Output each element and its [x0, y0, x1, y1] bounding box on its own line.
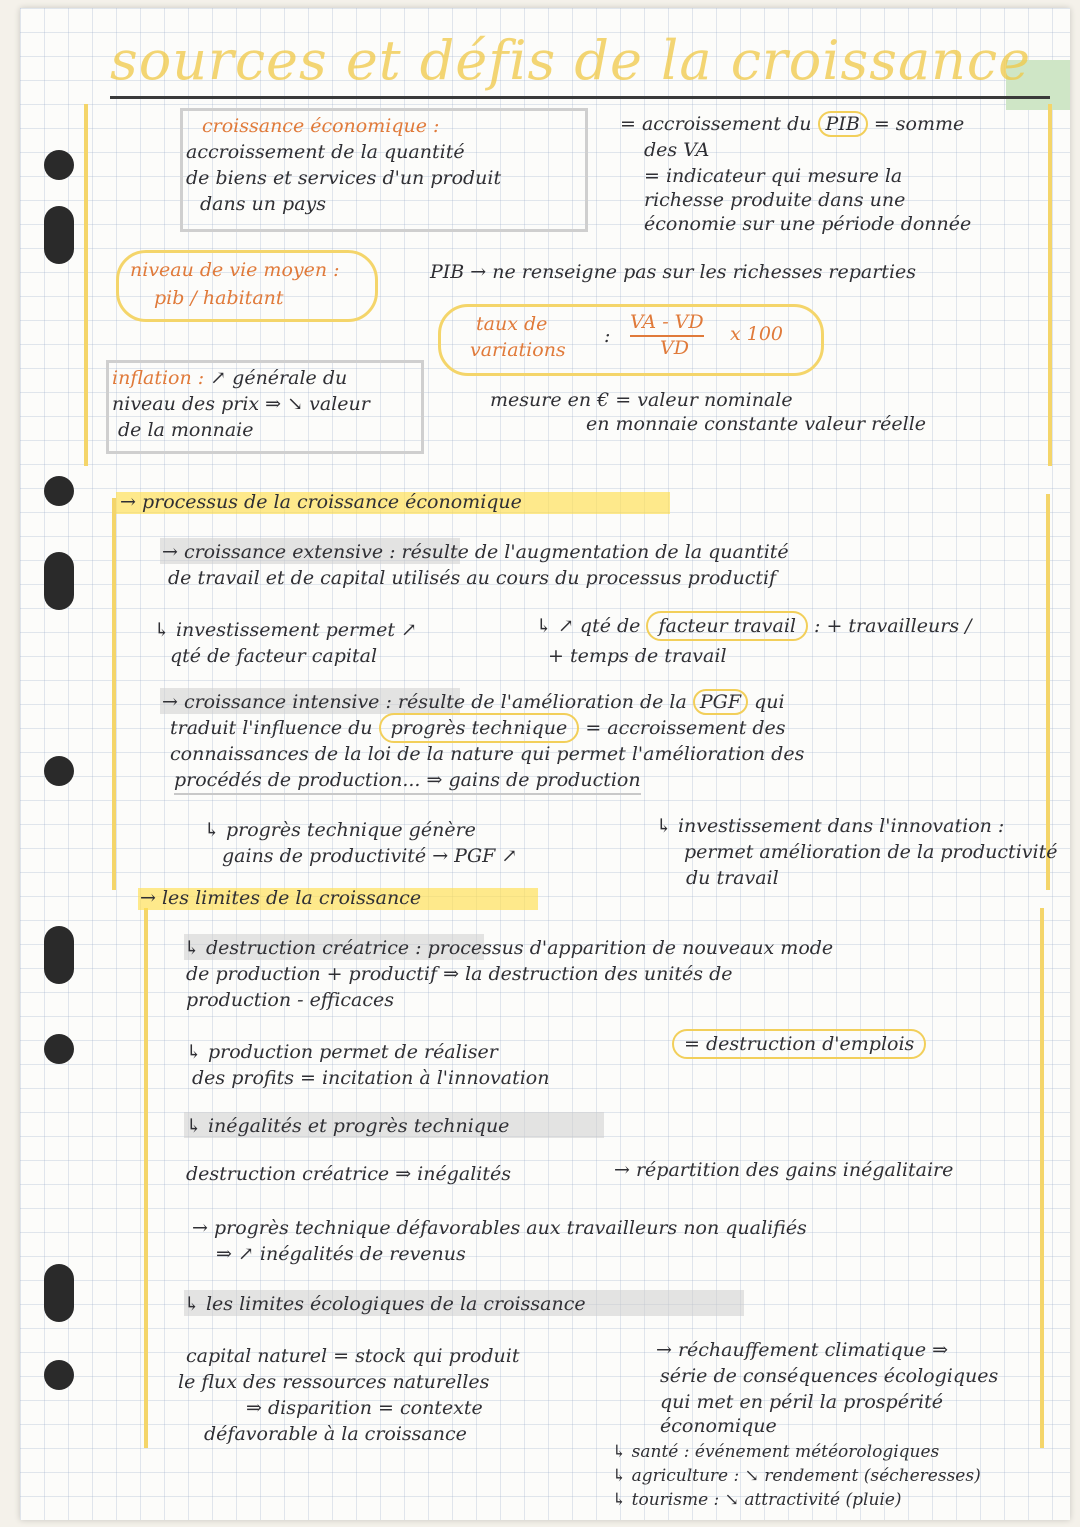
section-bracket [1046, 494, 1050, 890]
intensive-text: → croissance intensive : résulte de l'amélioration de la [162, 691, 687, 713]
profit-line: ↳ production permet de réaliser [186, 1041, 498, 1063]
pib-line: richesse produite dans une [644, 189, 906, 211]
warming-line: série de conséquences écologiques [660, 1365, 999, 1387]
pgf-term: PGF [693, 689, 748, 715]
jobs-line [672, 1032, 926, 1057]
natural-capital-line: capital naturel = stock qui produit [186, 1345, 520, 1367]
intensive-line: procédés de production... ⇒ gains de production [174, 768, 641, 795]
innovation-line: ↳ investissement dans l'innovation : [656, 815, 1005, 837]
warming-line: qui met en péril la prospérité [660, 1391, 943, 1413]
intensive-text: qui [754, 691, 785, 713]
extensive-line: de travail et de capital utilisés au cours du processus productif [168, 567, 777, 589]
section-heading: → les limites de la croissance [140, 887, 422, 909]
profit-line: des profits = incitation à l'innovation [192, 1067, 550, 1089]
intensive-text: traduit l'influence du [170, 717, 373, 739]
definition-heading: croissance économique : [202, 115, 440, 137]
section-bracket [1040, 908, 1044, 1448]
destruction-line: production - efficaces [186, 989, 394, 1011]
inflation-line: niveau des prix ⇒ ↘ valeur [112, 393, 370, 415]
definition-line: dans un pays [200, 193, 327, 215]
destruction-line: ↳ destruction créatrice : processus d'apparition de nouveaux mode [184, 937, 834, 959]
warming-line: économique [660, 1415, 777, 1437]
warming-line: → réchauffement climatique ⇒ [656, 1339, 949, 1361]
consequence-line: ↳ agriculture : ↘ rendement (sécheresses) [612, 1466, 981, 1486]
taux-label: variations [470, 339, 566, 361]
innovation-line: permet amélioration de la productivité [684, 841, 1058, 863]
natural-capital-line: ⇒ disparition = contexte [246, 1397, 483, 1419]
punch-hole [44, 926, 74, 984]
progress-term: progrès technique [379, 713, 580, 743]
taux-numerator: VA - VD [630, 310, 704, 337]
page-title: sources et défis de la croissance [110, 26, 1050, 99]
section-bracket [144, 908, 148, 1448]
extensive-line: → croissance extensive : résulte de l'augmentation de la quantité [162, 541, 789, 563]
pib-text: = somme [873, 113, 965, 135]
jobs-term: = destruction d'emplois [672, 1029, 926, 1059]
taux-denominator: VD [660, 337, 689, 359]
labour-text: ↳ ↗ qté de [536, 615, 641, 637]
section-bracket [84, 104, 88, 466]
pib-note: PIB → ne renseigne pas sur les richesses reparties [430, 261, 917, 283]
inflation-text: ↗ générale du [210, 367, 348, 389]
mesure-line: mesure en € = valeur nominale [490, 389, 793, 411]
punch-hole [44, 150, 74, 180]
progress-line: ↳ progrès technique génère [204, 819, 476, 841]
punch-hole [44, 206, 74, 264]
taux-multiplier: x 100 [730, 323, 784, 345]
intensive-line [170, 716, 786, 741]
consequence-line: ↳ tourisme : ↘ attractivité (pluie) [612, 1490, 902, 1510]
innovation-line: du travail [686, 867, 779, 889]
investment-line: qté de facteur capital [170, 645, 378, 667]
pib-term: PIB [818, 111, 868, 137]
labour-line: + temps de travail [548, 645, 727, 667]
punch-hole [44, 476, 74, 506]
inflation-line: de la monnaie [118, 419, 254, 441]
notebook-page [20, 8, 1070, 1520]
punch-hole [44, 1360, 74, 1390]
section-heading: → processus de la croissance économique [120, 491, 522, 513]
definition-line: de biens et services d'un produit [186, 167, 502, 189]
inequality-line: ⇒ ↗ inégalités de revenus [216, 1243, 466, 1265]
inequality-heading: ↳ inégalités et progrès technique [186, 1115, 510, 1137]
punch-hole [44, 1264, 74, 1322]
punch-hole [44, 756, 74, 786]
punch-hole [44, 552, 74, 610]
inequality-line: → répartition des gains inégalitaire [614, 1159, 954, 1181]
intensive-text: = accroissement des [585, 717, 786, 739]
section-bracket [112, 498, 116, 890]
labour-term: facteur travail [646, 611, 808, 641]
consequence-line: ↳ santé : événement météorologiques [612, 1442, 940, 1462]
mesure-line: en monnaie constante valeur réelle [586, 413, 927, 435]
definition-line: accroissement de la quantité [186, 141, 465, 163]
intensive-line [162, 690, 785, 715]
destruction-line: de production + productif ⇒ la destruction des unités de [186, 963, 733, 985]
pib-line: = indicateur qui mesure la [644, 165, 903, 187]
taux-colon: : [604, 325, 611, 347]
progress-line: gains de productivité → PGF ↗ [222, 845, 518, 867]
inequality-line: → progrès technique défavorables aux travailleurs non qualifiés [192, 1217, 807, 1239]
ecology-heading: ↳ les limites écologiques de la croissance [184, 1293, 586, 1315]
intensive-line: connaissances de la loi de la nature qui permet l'amélioration des [170, 743, 805, 765]
investment-line: ↳ investissement permet ↗ [154, 619, 417, 641]
pib-line: économie sur une période donnée [644, 213, 972, 235]
taux-label: taux de [476, 313, 548, 335]
inequality-line: destruction créatrice ⇒ inégalités [186, 1163, 511, 1185]
niveau-line: pib / habitant [154, 287, 284, 309]
pib-text: = accroissement du [620, 113, 812, 135]
labour-line [536, 614, 972, 639]
pib-line: des VA [644, 139, 710, 161]
inflation-line [112, 366, 347, 391]
inflation-term: inflation : [112, 367, 205, 389]
natural-capital-line: défavorable à la croissance [204, 1423, 467, 1445]
section-bracket [1048, 104, 1052, 466]
pib-line [620, 112, 964, 137]
niveau-line: niveau de vie moyen : [130, 259, 340, 281]
labour-text: : + travailleurs / [814, 615, 972, 637]
punch-hole [44, 1034, 74, 1064]
natural-capital-line: le flux des ressources naturelles [178, 1371, 490, 1393]
